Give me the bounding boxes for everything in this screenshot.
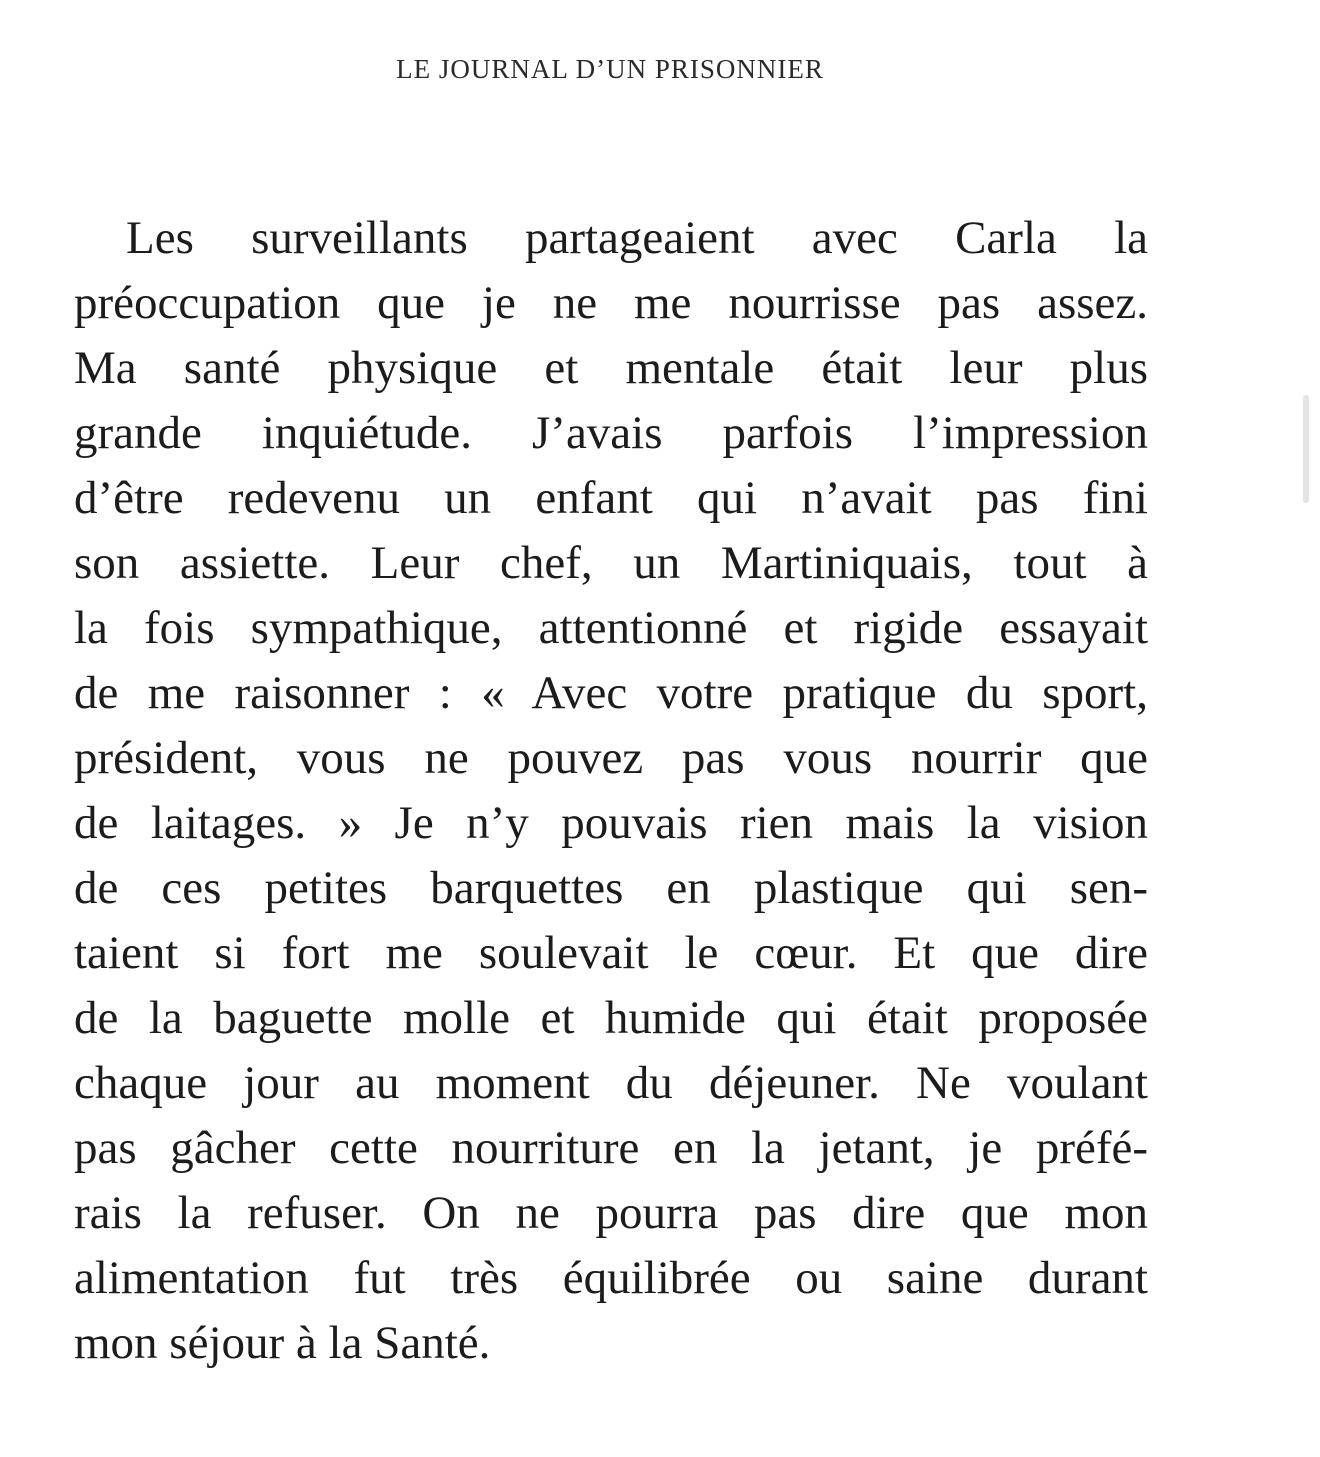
text-line: de laitages. » Je n’y pouvais rien mais la vision — [74, 797, 1148, 849]
scroll-indicator[interactable] — [1303, 395, 1309, 503]
text-line: taient si fort me soulevait le cœur. Et que dire — [74, 927, 1148, 979]
text-line: alimentation fut très équilibrée ou saine durant — [74, 1252, 1148, 1304]
text-line: d’être redevenu un enfant qui n’avait pas fini — [74, 472, 1148, 524]
text-line: la fois sympathique, attentionné et rigide essayait — [74, 602, 1148, 654]
text-line: Ma santé physique et mentale était leur plus — [74, 342, 1148, 394]
text-line: mon séjour à la Santé. — [74, 1317, 491, 1369]
text-line: de ces petites barquettes en plastique qui sen- — [74, 862, 1148, 914]
text-line: de me raisonner : « Avec votre pratique du sport, — [74, 667, 1148, 719]
text-line: chaque jour au moment du déjeuner. Ne voulant — [74, 1057, 1148, 1109]
text-line: président, vous ne pouvez pas vous nourrir que — [74, 732, 1148, 784]
text-line: grande inquiétude. J’avais parfois l’impression — [74, 407, 1148, 459]
text-line: préoccupation que je ne me nourrisse pas assez. — [74, 277, 1148, 329]
text-line: Les surveillants partageaient avec Carla la — [126, 212, 1148, 264]
text-line: pas gâcher cette nourriture en la jetant, je préfé- — [74, 1122, 1148, 1174]
body-paragraph — [74, 206, 1148, 1376]
running-head-title: LE JOURNAL D’UN PRISONNIER — [396, 54, 824, 84]
text-line: son assiette. Leur chef, un Martiniquais, tout à — [74, 537, 1148, 589]
text-line: rais la refuser. On ne pourra pas dire que mon — [74, 1187, 1148, 1239]
text-line: de la baguette molle et humide qui était proposée — [74, 992, 1148, 1044]
